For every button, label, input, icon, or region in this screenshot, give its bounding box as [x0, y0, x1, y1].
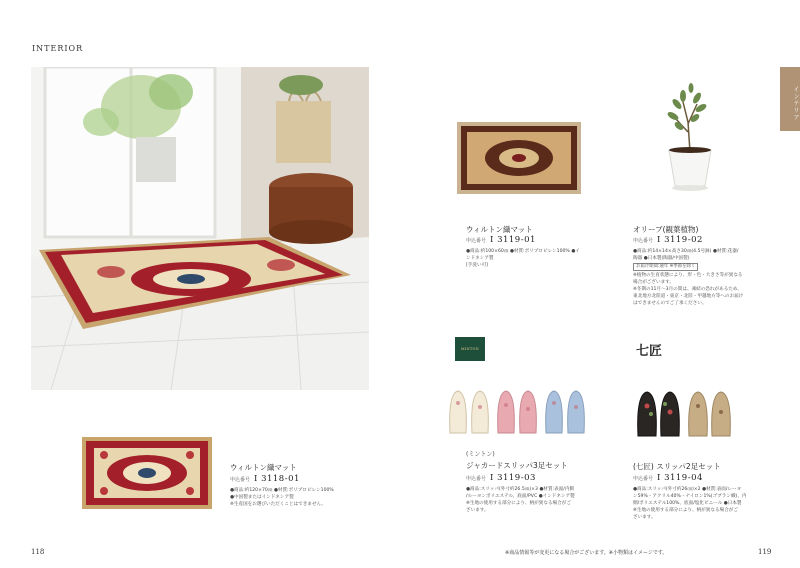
desc-line: [手洗い可]	[466, 263, 488, 268]
desc-line: ン59%・アクリル40%・ナイロン1%(ゴブラン織)、内	[633, 494, 747, 499]
code-label: 申込番号	[633, 238, 654, 244]
section-side-tab[interactable]: インテリア	[780, 67, 800, 131]
item-title: ウィルトン織マット	[230, 463, 297, 472]
desc-line: ●商品:約14×14×高さ30㎝(4.5号鉢) ●材質:花器/	[633, 249, 739, 254]
desc-line: ●商品:スリッパ(外寸約26.5㎝)×3 ●材質:表面/内側	[466, 487, 575, 492]
shichisho-slippers-image	[635, 384, 735, 446]
desc-line: 側/ポリエステル100%、底面/塩化ビニール ●日本製	[633, 501, 742, 506]
note-line: ※冬期の11月〜3月の間は、凍結の恐れがあるため、	[633, 287, 742, 292]
delivery-tag: お届け期間:通年 ※季節を除く	[633, 263, 698, 271]
note-line: 東北地方北陸道・東京・北陸・甲越地方等へのお届け	[633, 294, 744, 299]
note-line: 場合がございます。	[633, 280, 674, 285]
olive-plant-image	[655, 82, 725, 194]
desc-line: ンドネシア製	[466, 256, 494, 261]
wilton-mat-118-image	[82, 437, 212, 509]
code-label: 申込番号	[230, 477, 251, 483]
code-label: 申込番号	[466, 476, 487, 482]
minton-logo: MINTON	[455, 337, 485, 361]
item-description	[633, 486, 773, 521]
item-code: I 3119-04	[657, 473, 703, 483]
item-code-row	[633, 235, 703, 245]
wilton-mat-119-image	[457, 122, 581, 194]
shichisho-logo: 七匠	[636, 344, 663, 359]
item-title: (七匠) スリッパ2足セット	[633, 462, 721, 471]
page-number-right: 119	[758, 548, 772, 556]
page-number-left: 118	[31, 548, 45, 556]
item-description	[466, 248, 601, 269]
item-code-row	[466, 473, 536, 483]
desc-line: ざいます。	[466, 508, 489, 513]
item-code: I 3119-02	[657, 235, 703, 245]
section-header: INTERIOR	[32, 44, 84, 53]
item-code: I 3119-03	[490, 473, 536, 483]
item-title: ウィルトン織マット	[466, 225, 533, 234]
item-code: I 3119-01	[490, 235, 536, 245]
item-brand-sub: (ミントン)	[466, 451, 495, 458]
item-code-row	[466, 235, 536, 245]
item-code-row	[230, 474, 300, 484]
desc-line: 陶器 ●日本製(陶器/中国製)	[633, 256, 690, 261]
item-description	[230, 487, 380, 508]
note-line: はできませんのでご了承ください。	[633, 301, 707, 306]
jacquard-slippers-image	[446, 383, 590, 445]
item-description	[633, 248, 773, 307]
desc-line: ※生産国をお選びいただくことはできません。	[230, 502, 327, 507]
desc-line: /ルーヨンポリエステル、底面/PVC ●インドネシア製	[466, 494, 575, 499]
item-code: I 3118-01	[254, 474, 300, 484]
desc-line: ●商品:スリッパ(外寸約26㎝)×2 ●材質:表面/レーヨ	[633, 487, 742, 492]
desc-line: ●商品:約100×60㎝ ●材質:ポリプロピレン100% ●イ	[466, 249, 580, 254]
desc-line: ●中国製またはインドネシア製	[230, 495, 294, 500]
item-description	[466, 486, 606, 514]
desc-line: ざいます。	[633, 515, 656, 520]
item-code-row	[633, 473, 703, 483]
rug-room-photo	[31, 67, 369, 390]
desc-line: ※生地の使用する部分により、柄が異なる場合がご	[633, 508, 738, 513]
code-label: 申込番号	[466, 238, 487, 244]
code-label: 申込番号	[633, 476, 654, 482]
item-title: オリーブ(観葉植物)	[633, 225, 699, 234]
desc-line: ※生地の使用する部分により、柄が異なる場合がご	[466, 501, 571, 506]
footer-note: ※商品情報等が変更になる場合がございます。※小物類はイメージです。	[505, 550, 668, 556]
desc-line: ●商品:約120×70㎝ ●材質:ポリプロピレン100%	[230, 488, 334, 493]
note-line: ※植物の生育状態により、形・色・大きさ等が異なる	[633, 273, 743, 278]
item-title: ジャカードスリッパ3足セット	[466, 461, 568, 470]
